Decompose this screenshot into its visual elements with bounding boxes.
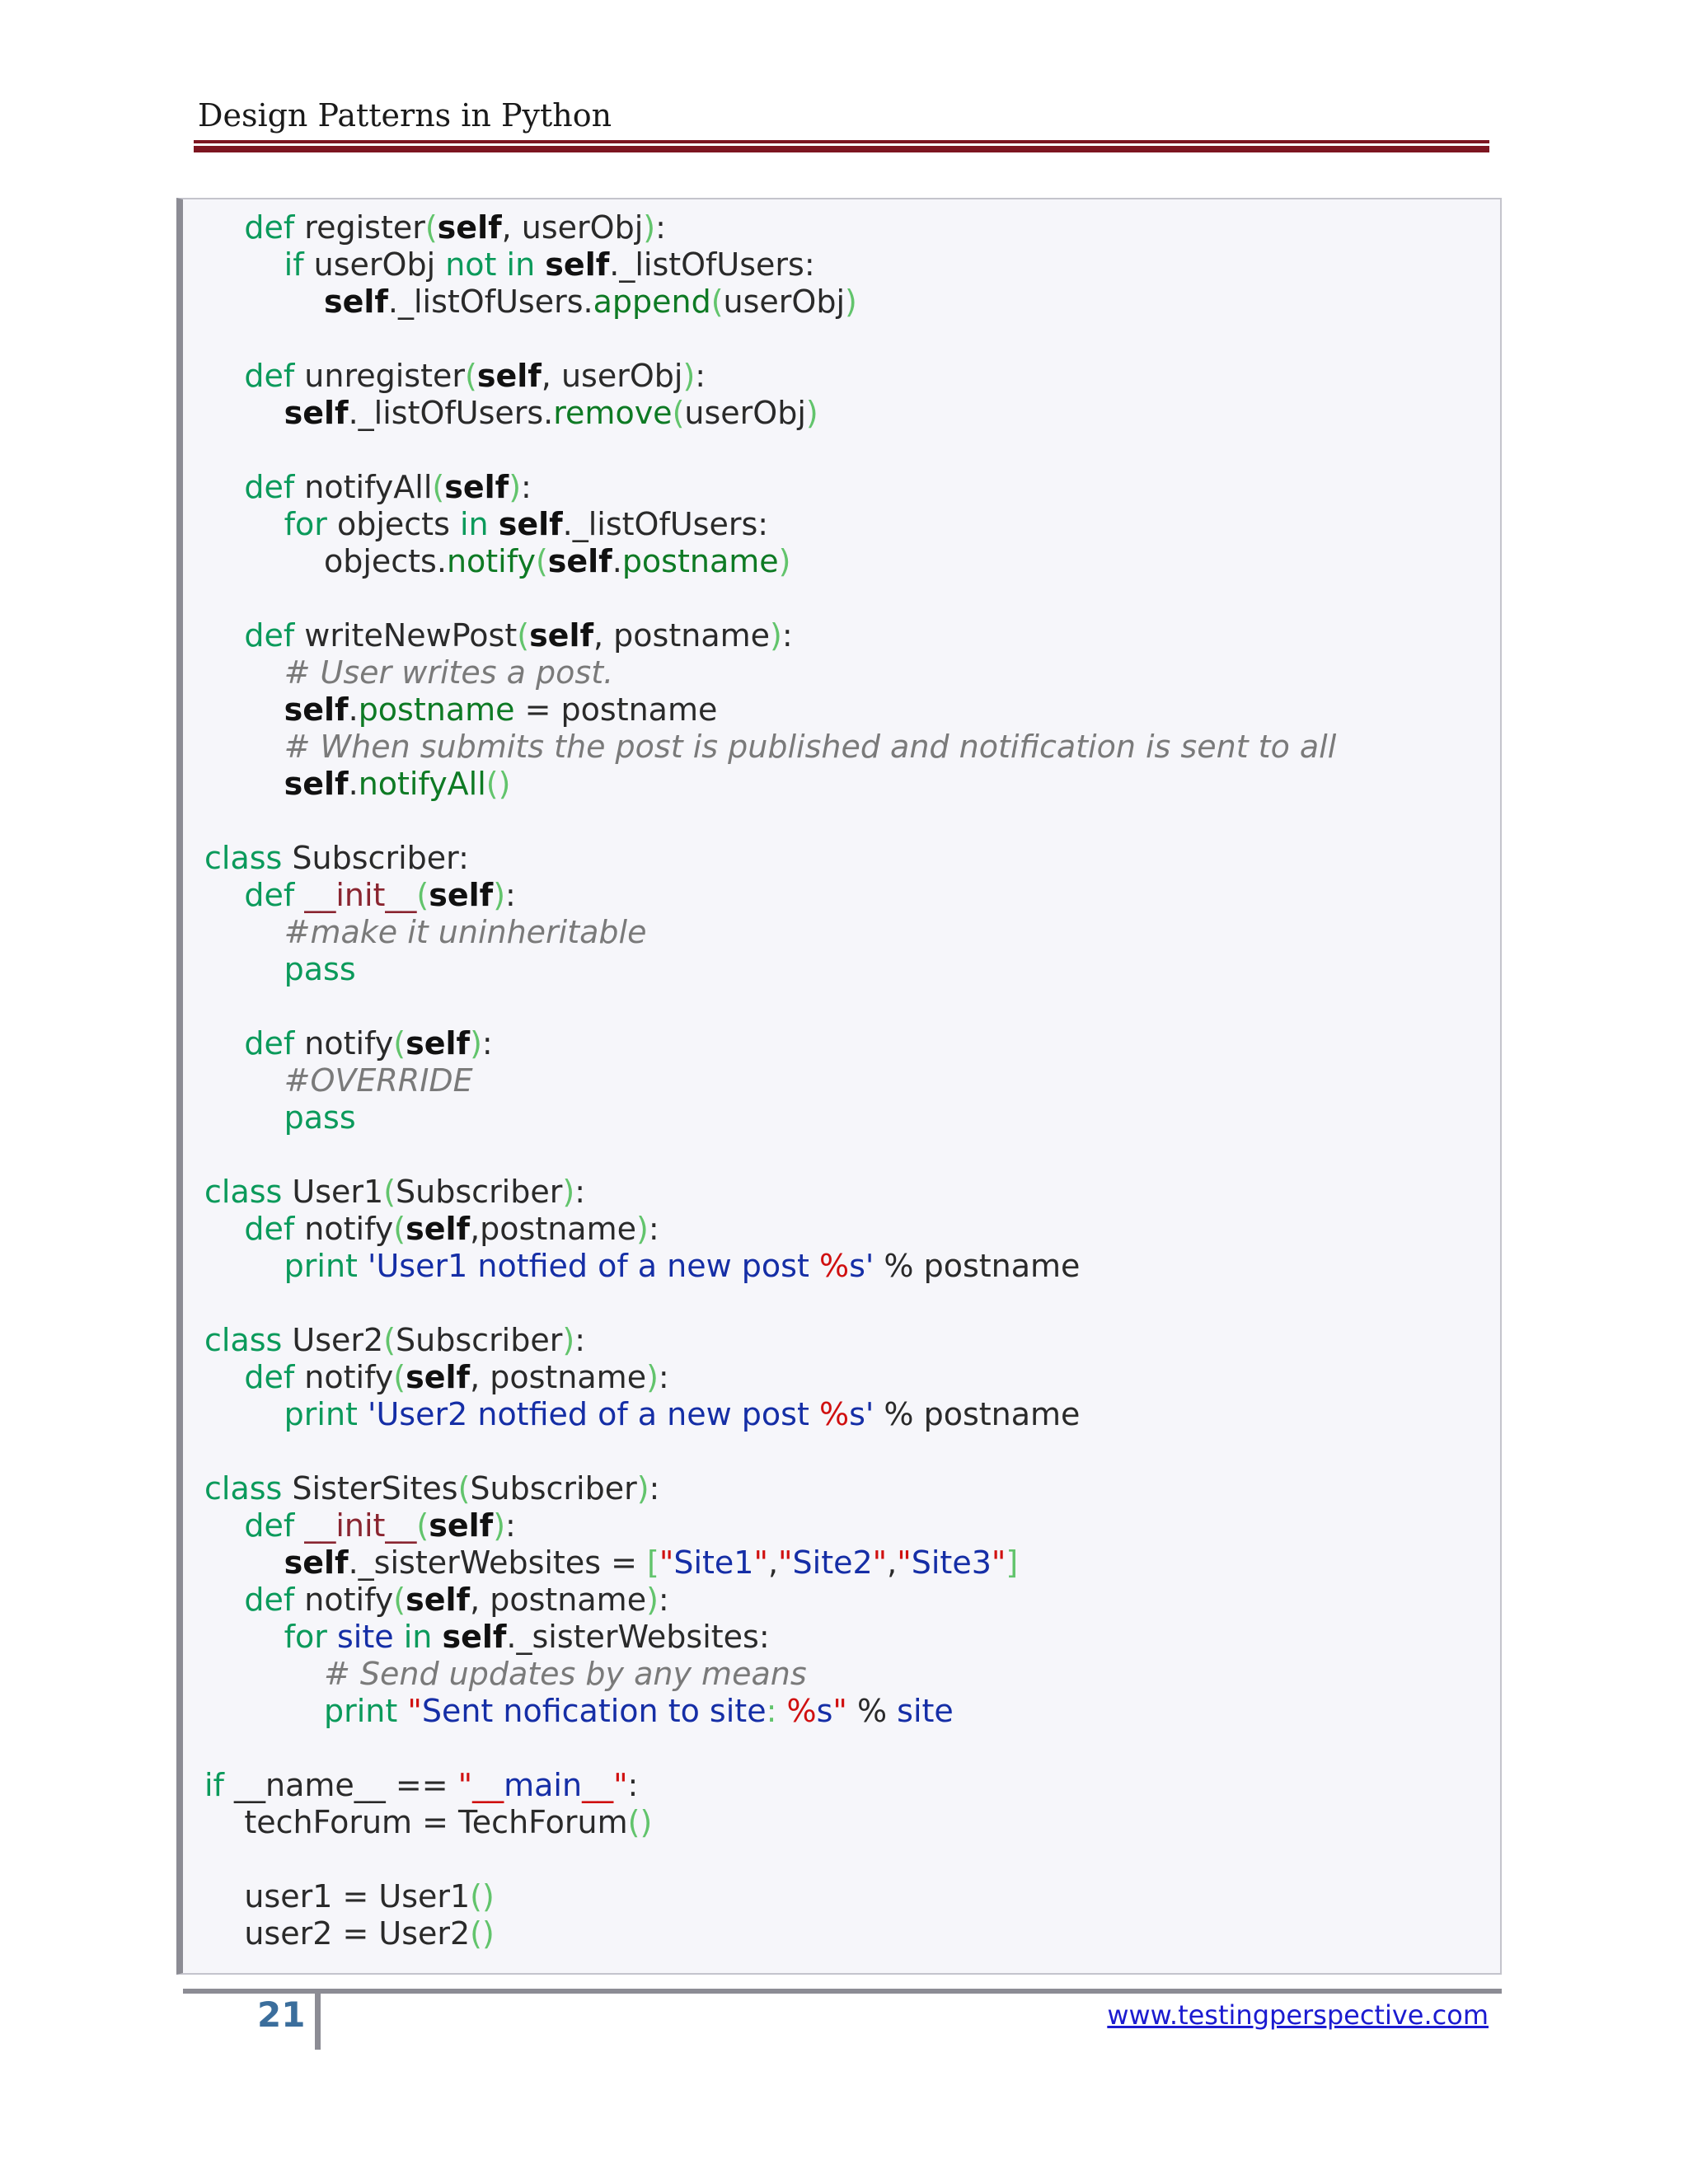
code-line (204, 321, 1492, 358)
page-header-title: Design Patterns in Python (198, 97, 612, 134)
code-line: print "Sent nofication to site: %s" % site (323, 1693, 954, 1729)
code-line: user2 = User2() (204, 1915, 495, 1952)
page-number: 21 (257, 1994, 306, 2035)
code-line: # Send updates by any means (323, 1656, 807, 1692)
code-line: for objects in self._listOfUsers: (284, 506, 769, 542)
code-line: self._listOfUsers.append(userObj) (323, 284, 857, 320)
code-line: class Subscriber: (204, 840, 469, 876)
header-rule-thin (194, 140, 1489, 143)
code-line: def notify(self): (244, 1025, 493, 1062)
code-line: print 'User1 notfied of a new post %s' % postname (284, 1248, 1081, 1284)
code-line (204, 1137, 1492, 1174)
code-line: self._listOfUsers.remove(userObj) (284, 395, 818, 431)
code-line: def register(self, userObj): (244, 209, 666, 246)
footer-rule (183, 1989, 1502, 1994)
website-link[interactable]: www.testingperspective.com (1107, 1999, 1489, 2031)
code-line (204, 1730, 1492, 1767)
code-line (204, 803, 1492, 840)
code-line (204, 1841, 1492, 1878)
code-line: class SisterSites(Subscriber): (204, 1470, 660, 1507)
code-line: techForum = TechForum() (204, 1804, 653, 1840)
code-line: if userObj not in self._listOfUsers: (284, 246, 815, 283)
code-line: self._sisterWebsites = ["Site1","Site2","Site3"] (284, 1544, 1019, 1581)
code-line: def notify(self, postname): (244, 1582, 669, 1618)
code-line: objects.notify(self.postname) (204, 543, 791, 579)
code-line: def unregister(self, userObj): (244, 358, 706, 394)
code-lines (204, 209, 1492, 1952)
code-line: class User1(Subscriber): (204, 1174, 586, 1210)
code-line: def __init__(self): (244, 877, 516, 913)
code-line: pass (284, 1099, 356, 1136)
code-line: # When submits the post is published and notification is sent to all (284, 729, 1337, 765)
code-line: def notify(self, postname): (244, 1359, 669, 1395)
code-line: #make it uninheritable (284, 914, 647, 950)
code-line: if __name__ == "__main__": (204, 1767, 639, 1803)
code-line (204, 1433, 1492, 1470)
code-line: pass (284, 951, 356, 987)
code-line: self.postname = postname (284, 691, 718, 728)
code-line: # User writes a post. (284, 654, 614, 691)
code-line (204, 432, 1492, 469)
code-listing (176, 198, 1502, 1975)
code-line: self.notifyAll() (284, 766, 511, 802)
code-line (204, 580, 1492, 617)
code-line: #OVERRIDE (284, 1062, 473, 1099)
code-line: def writeNewPost(self, postname): (244, 617, 793, 654)
code-line (204, 1285, 1492, 1322)
code-line: for site in self._sisterWebsites: (284, 1619, 770, 1655)
code-line: class User2(Subscriber): (204, 1322, 586, 1358)
code-line: def notifyAll(self): (244, 469, 532, 505)
header-rule-thick (194, 146, 1489, 152)
footer-separator (315, 1989, 321, 2050)
code-line: def __init__(self): (244, 1507, 516, 1544)
code-line: print 'User2 notfied of a new post %s' % postname (284, 1396, 1081, 1432)
code-line (204, 988, 1492, 1025)
code-line: def notify(self,postname): (244, 1211, 659, 1247)
code-line: user1 = User1() (204, 1878, 495, 1915)
